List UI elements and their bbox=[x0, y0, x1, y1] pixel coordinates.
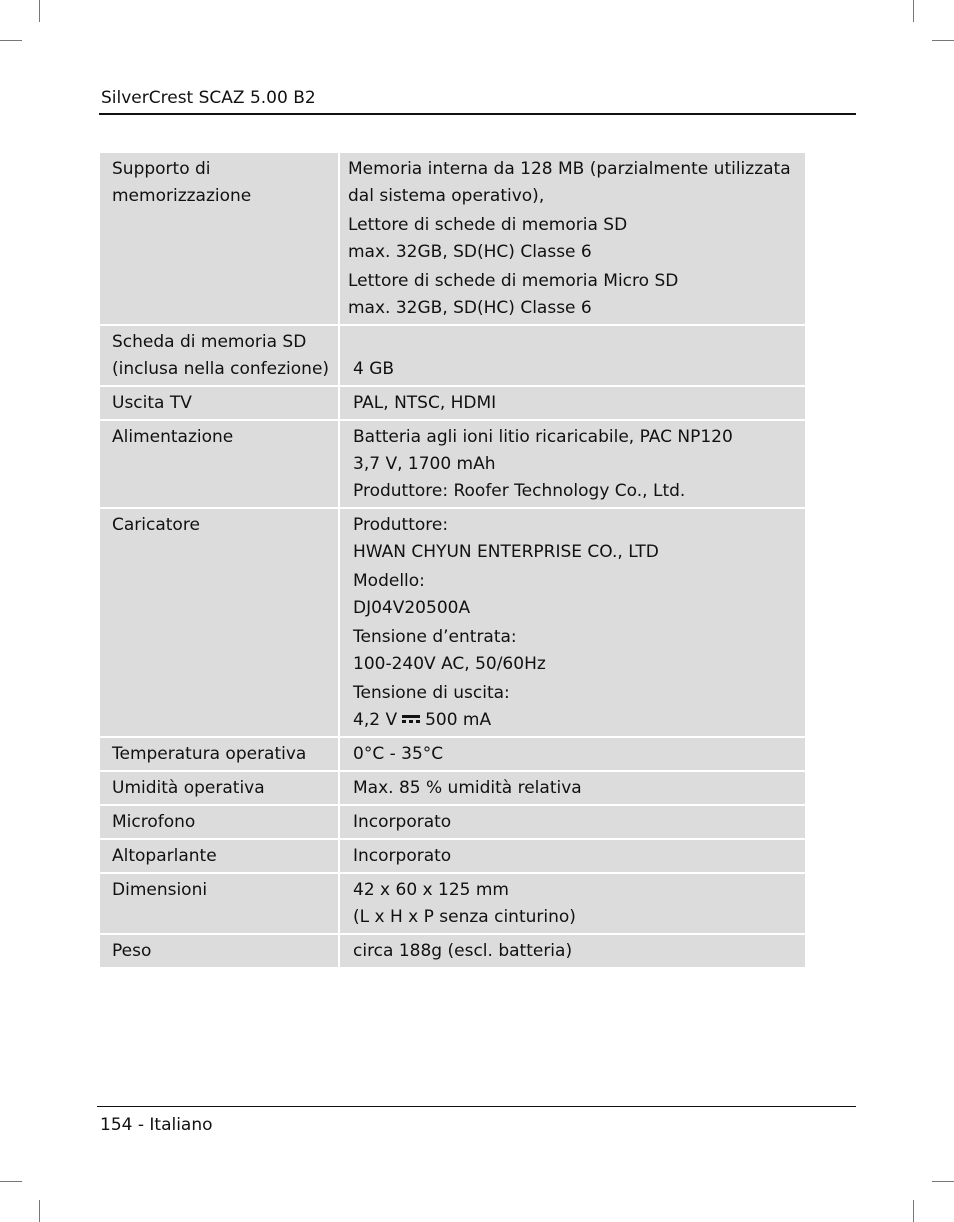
spec-value-text: dal sistema operativo), bbox=[348, 186, 545, 206]
table-row bbox=[100, 737, 805, 771]
spec-label-text: Peso bbox=[112, 941, 152, 961]
spec-label bbox=[100, 805, 339, 839]
spec-label-text: Uscita TV bbox=[112, 393, 192, 413]
table-row bbox=[100, 839, 805, 873]
spec-value-text: max. 32GB, SD(HC) Classe 6 bbox=[348, 298, 592, 318]
table-row bbox=[100, 153, 805, 325]
spec-value-text: (L x H x P senza cinturino) bbox=[353, 907, 576, 927]
table-row bbox=[100, 873, 805, 934]
spec-value-text: Produttore: Roofer Technology Co., Ltd. bbox=[353, 481, 686, 501]
table-row bbox=[100, 805, 805, 839]
spec-label bbox=[100, 386, 339, 420]
spec-label-text: Alimentazione bbox=[112, 427, 234, 447]
spec-value bbox=[339, 839, 805, 873]
spec-value bbox=[339, 508, 805, 737]
spec-value-text: Modello: bbox=[353, 571, 425, 591]
dc-current-icon bbox=[402, 714, 420, 724]
spec-label-text: Caricatore bbox=[112, 515, 200, 535]
spec-value-text: 4 GB bbox=[353, 359, 395, 379]
table-row bbox=[100, 508, 805, 737]
spec-value bbox=[339, 737, 805, 771]
table-row bbox=[100, 420, 805, 508]
spec-label bbox=[100, 934, 339, 968]
spec-value-text: 42 x 60 x 125 mm bbox=[353, 880, 509, 900]
spec-label bbox=[100, 873, 339, 934]
spec-value bbox=[339, 934, 805, 968]
spec-value-text: Tensione d’entrata: bbox=[353, 627, 517, 647]
spec-label-text: Supporto di bbox=[112, 159, 211, 179]
crop-mark bbox=[913, 1200, 914, 1222]
spec-value bbox=[339, 420, 805, 508]
spec-value-text: HWAN CHYUN ENTERPRISE CO., LTD bbox=[353, 542, 659, 562]
page-footer bbox=[97, 1106, 856, 1135]
spec-label-text: Microfono bbox=[112, 812, 196, 832]
spec-label-text: Umidità operativa bbox=[112, 778, 265, 798]
spec-value-text: 100-240V AC, 50/60Hz bbox=[353, 654, 546, 674]
spec-label bbox=[100, 737, 339, 771]
spec-label bbox=[100, 153, 339, 325]
crop-mark bbox=[39, 0, 40, 22]
spec-value-text: circa 188g (escl. batteria) bbox=[353, 941, 573, 961]
spec-label-text: memorizzazione bbox=[112, 186, 252, 206]
spec-label bbox=[100, 420, 339, 508]
spec-value-text: Lettore di schede di memoria Micro SD bbox=[348, 271, 679, 291]
spec-value bbox=[339, 153, 805, 325]
table-row bbox=[100, 325, 805, 386]
spec-label-text: Scheda di memoria SD bbox=[112, 332, 307, 352]
spec-value bbox=[339, 386, 805, 420]
output-rating bbox=[353, 707, 795, 734]
output-voltage: 4,2 V bbox=[353, 710, 398, 730]
spec-label bbox=[100, 508, 339, 737]
spec-label-text: (inclusa nella confezione) bbox=[112, 359, 330, 379]
crop-mark bbox=[0, 40, 22, 41]
page-number: 154 - Italiano bbox=[100, 1115, 213, 1135]
spec-value-text: Produttore: bbox=[353, 515, 449, 535]
spec-value-text: 3,7 V, 1700 mAh bbox=[353, 454, 496, 474]
output-current: 500 mA bbox=[425, 710, 492, 730]
spec-value-text: Max. 85 % umidità relativa bbox=[353, 778, 582, 798]
page-header bbox=[99, 88, 856, 115]
spec-value-text bbox=[353, 329, 795, 356]
crop-mark bbox=[932, 1181, 954, 1182]
spec-value-text: Incorporato bbox=[353, 812, 452, 832]
spec-label bbox=[100, 771, 339, 805]
crop-mark bbox=[39, 1200, 40, 1222]
table-row bbox=[100, 771, 805, 805]
spec-value bbox=[339, 325, 805, 386]
table-row bbox=[100, 934, 805, 968]
spec-value bbox=[339, 873, 805, 934]
spec-value-text: Incorporato bbox=[353, 846, 452, 866]
crop-mark bbox=[913, 0, 914, 22]
spec-value-text: 0°C - 35°C bbox=[353, 744, 444, 764]
spec-value-text: DJ04V20500A bbox=[353, 598, 471, 618]
spec-value-text: Batteria agli ioni litio ricaricabile, PAC NP120 bbox=[353, 427, 733, 447]
spec-value-text: PAL, NTSC, HDMI bbox=[353, 393, 497, 413]
crop-mark bbox=[932, 40, 954, 41]
table-row bbox=[100, 386, 805, 420]
header-title: SilverCrest SCAZ 5.00 B2 bbox=[101, 88, 316, 108]
spec-table bbox=[100, 153, 805, 969]
spec-value bbox=[339, 805, 805, 839]
spec-label-text: Altoparlante bbox=[112, 846, 217, 866]
crop-mark bbox=[0, 1181, 22, 1182]
spec-value-text: Lettore di schede di memoria SD bbox=[348, 215, 628, 235]
spec-label-text: Temperatura operativa bbox=[112, 744, 307, 764]
spec-label bbox=[100, 839, 339, 873]
spec-value-text: Tensione di uscita: bbox=[353, 683, 510, 703]
spec-value bbox=[339, 771, 805, 805]
spec-label bbox=[100, 325, 339, 386]
spec-label-text: Dimensioni bbox=[112, 880, 208, 900]
spec-value-text: max. 32GB, SD(HC) Classe 6 bbox=[348, 242, 592, 262]
spec-value-text: Memoria interna da 128 MB (parzialmente utilizzata bbox=[348, 159, 791, 179]
